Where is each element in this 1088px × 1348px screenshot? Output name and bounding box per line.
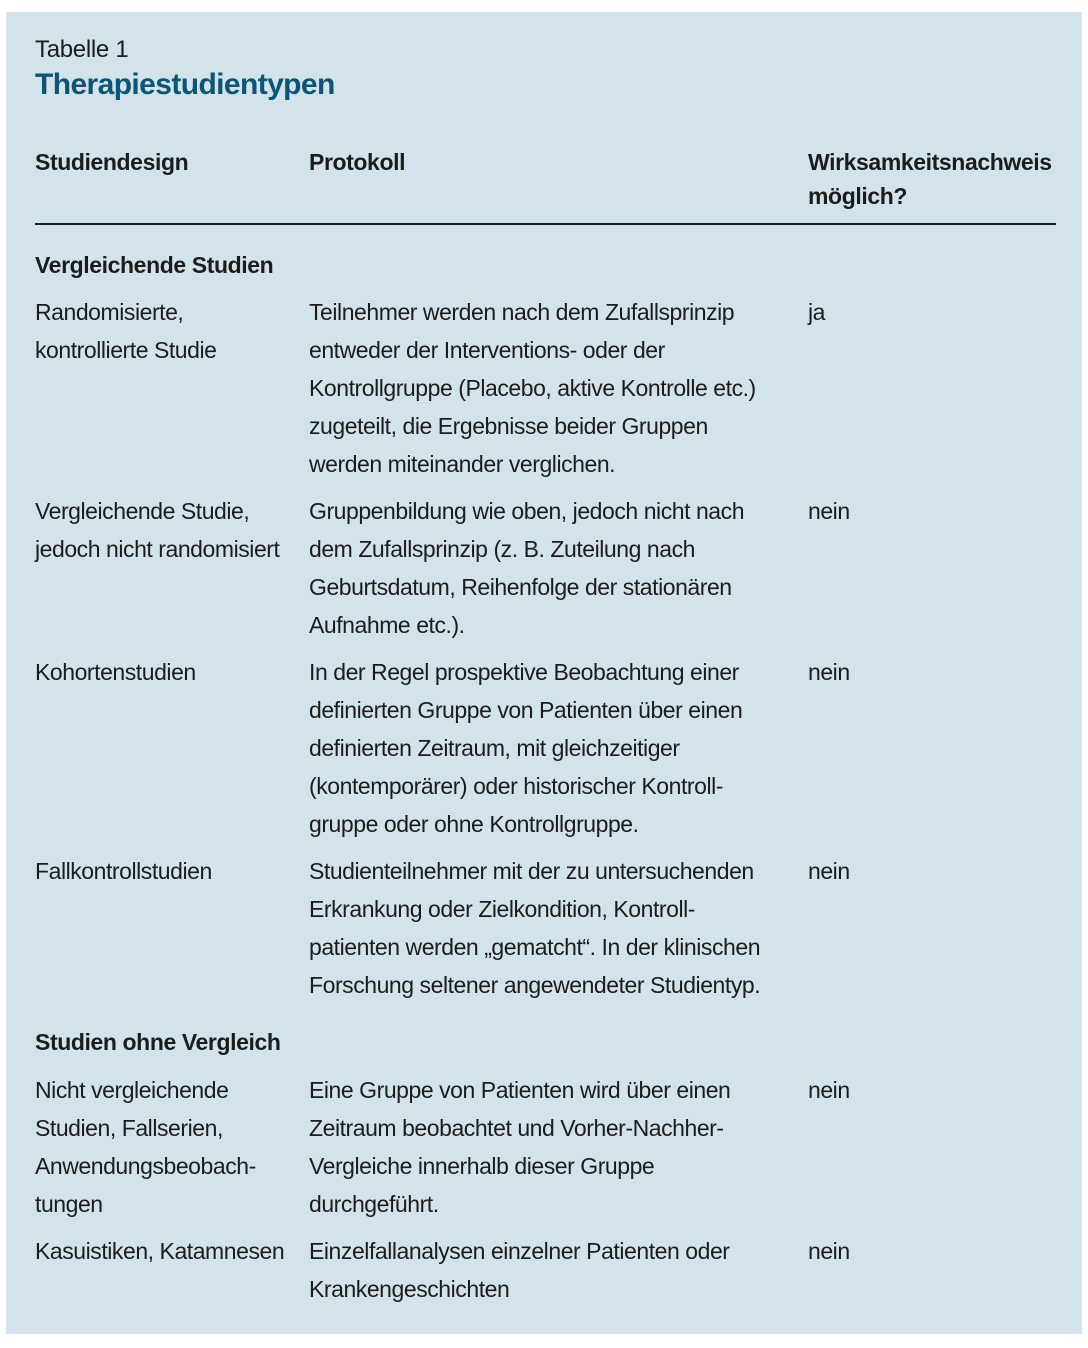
cell-design: [35, 293, 305, 369]
cell-line: dem Zufallsprinzip (z. B. Zuteilung nach: [309, 536, 695, 562]
cell-line: Gruppenbildung wie oben, jedoch nicht nach: [309, 498, 745, 524]
cell-line: Kontrollgruppe (Placebo, aktive Kontrolle etc.): [309, 375, 756, 401]
cell-line: Einzelfallanalysen einzelner Patienten oder: [309, 1238, 730, 1264]
header-studiendesign: Studiendesign: [35, 149, 189, 175]
cell-evidence: nein: [808, 1238, 850, 1264]
cell-line: Forschung seltener angewendeter Studientyp.: [309, 972, 761, 998]
cell-protocol: [309, 653, 799, 843]
cell-protocol: [309, 1071, 799, 1223]
header-evidence-line: Wirksamkeitsnachweis: [808, 149, 1052, 175]
cell-line: Vergleichende Studie,: [35, 498, 250, 524]
cell-line: definierten Zeitraum, mit gleichzeitiger: [309, 735, 680, 761]
cell-line: Anwendungsbeobach-: [35, 1153, 256, 1179]
cell-line: durchgeführt.: [309, 1191, 439, 1217]
cell-line: gruppe oder ohne Kontrollgruppe.: [309, 811, 639, 837]
cell-line: Geburtsdatum, Reihenfolge der stationären: [309, 574, 732, 600]
cell-line: Fallkontrollstudien: [35, 858, 212, 884]
cell-line: Zeitraum beobachtet und Vorher-Nachher-: [309, 1115, 724, 1141]
table-title: Therapiestudientypen: [35, 68, 335, 101]
cell-line: werden miteinander verglichen.: [309, 451, 616, 477]
cell-line: Aufnahme etc.).: [309, 612, 465, 638]
cell-line: Vergleiche innerhalb dieser Gruppe: [309, 1153, 655, 1179]
cell-line: Kohortenstudien: [35, 659, 196, 685]
cell-design: [35, 492, 305, 568]
table-label: Tabelle 1: [35, 36, 129, 63]
cell-line: definierten Gruppe von Patienten über einen: [309, 697, 743, 723]
section-heading: Vergleichende Studien: [35, 252, 274, 278]
cell-line: kontrollierte Studie: [35, 337, 217, 363]
cell-design: [35, 852, 305, 890]
cell-line: Teilnehmer werden nach dem Zufallsprinzip: [309, 299, 735, 325]
cell-line: Kasuistiken, Katamnesen: [35, 1238, 285, 1264]
cell-line: patienten werden „gematcht“. In der klinischen: [309, 934, 761, 960]
header-evidence-line: möglich?: [808, 183, 908, 209]
cell-design: [35, 1071, 305, 1223]
cell-evidence: ja: [808, 299, 826, 325]
cell-line: In der Regel prospektive Beobachtung einer: [309, 659, 739, 685]
cell-line: Studien, Fallserien,: [35, 1115, 223, 1141]
cell-line: Erkrankung oder Zielkondition, Kontroll-: [309, 896, 695, 922]
cell-line: zugeteilt, die Ergebnisse beider Gruppen: [309, 413, 708, 439]
table-panel: [6, 12, 1082, 1334]
cell-protocol: [309, 293, 799, 483]
cell-line: jedoch nicht randomisiert: [35, 536, 280, 562]
cell-line: Krankengeschichten: [309, 1276, 510, 1302]
cell-line: (kontemporärer) oder historischer Kontroll-: [309, 773, 723, 799]
cell-line: Nicht vergleichende: [35, 1077, 229, 1103]
cell-line: tungen: [35, 1191, 103, 1217]
header-wirksamkeitsnachweis: [808, 145, 1073, 213]
cell-evidence: nein: [808, 1077, 850, 1103]
section-heading: Studien ohne Vergleich: [35, 1029, 281, 1055]
cell-line: Eine Gruppe von Patienten wird über einen: [309, 1077, 731, 1103]
cell-protocol: [309, 1232, 799, 1308]
cell-design: [35, 653, 305, 691]
cell-protocol: [309, 852, 799, 1004]
cell-evidence: nein: [808, 858, 850, 884]
cell-line: Studienteilnehmer mit der zu untersuchenden: [309, 858, 754, 884]
cell-protocol: [309, 492, 799, 644]
cell-evidence: nein: [808, 498, 850, 524]
cell-evidence: nein: [808, 659, 850, 685]
cell-design: [35, 1232, 305, 1270]
cell-line: entweder der Interventions- oder der: [309, 337, 665, 363]
header-protokoll: Protokoll: [309, 149, 406, 175]
cell-line: Randomisierte,: [35, 299, 184, 325]
header-rule: [35, 223, 1056, 225]
